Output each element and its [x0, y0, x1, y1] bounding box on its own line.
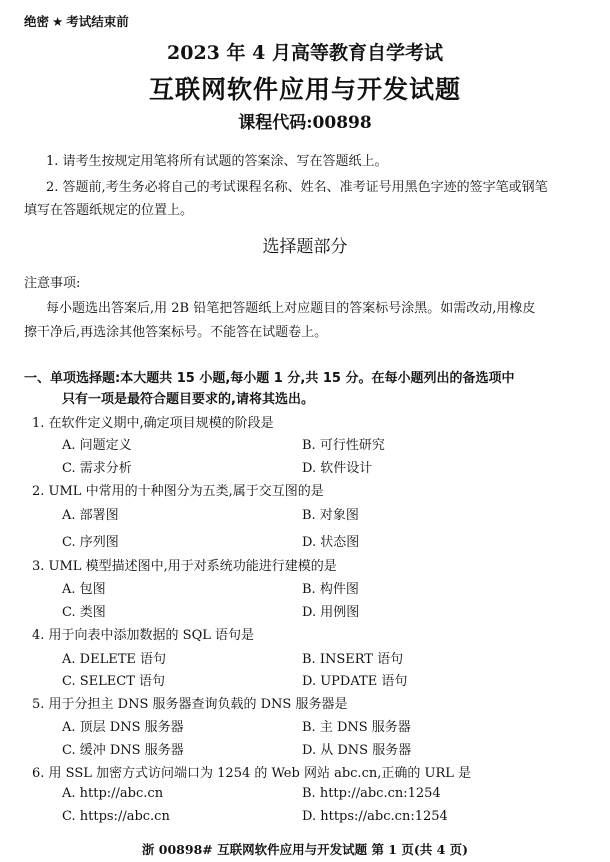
option-b: B. http://abc.cn:1254: [302, 786, 441, 801]
option-c: C. 缓冲 DNS 服务器: [62, 743, 184, 758]
option-c: C. 序列图: [62, 535, 119, 550]
option-d: D. 软件设计: [302, 461, 373, 476]
option-a: A. 部署图: [62, 508, 119, 523]
instruction-1: 1. 请考生按规定用笔将所有试题的答案涂、写在答题纸上。: [46, 154, 388, 169]
option-b: B. INSERT 语句: [302, 652, 404, 667]
secret-suffix: 考试结束前: [66, 14, 129, 29]
section-title: 选择题部分: [262, 237, 348, 257]
instruction-2: 2. 答题前,考生务必将自己的考试课程名称、姓名、准考证号用黑色字迹的签字笔或钢笔: [46, 180, 548, 195]
option-a: A. 问题定义: [62, 438, 132, 453]
course-code: 课程代码:00898: [238, 113, 372, 133]
option-c: C. 需求分析: [62, 461, 132, 476]
question-stem: 3. UML 模型描述图中,用于对系统功能进行建模的是: [32, 559, 337, 574]
part-heading-cont: 只有一项是最符合题目要求的,请将其选出。: [62, 392, 314, 407]
option-d: D. https://abc.cn:1254: [302, 809, 448, 824]
question-stem: 6. 用 SSL 加密方式访问端口为 1254 的 Web 网站 abc.cn,正确的 URL 是: [32, 766, 471, 781]
page-footer: 浙 00898# 互联网软件应用与开发试题 第 1 页(共 4 页): [141, 842, 469, 857]
question-stem: 1. 在软件定义期中,确定项目规模的阶段是: [32, 416, 274, 431]
option-c: C. https://abc.cn: [62, 809, 170, 824]
option-b: B. 可行性研究: [302, 438, 385, 453]
option-d: D. UPDATE 语句: [302, 674, 408, 689]
option-d: D. 从 DNS 服务器: [302, 743, 412, 758]
secret-label: 绝密: [24, 14, 50, 29]
confidentiality-mark: [24, 12, 129, 30]
option-a: A. DELETE 语句: [62, 652, 166, 667]
question-stem: 2. UML 中常用的十种图分为五类,属于交互图的是: [32, 484, 324, 499]
option-d: D. 状态图: [302, 535, 360, 550]
option-c: C. 类图: [62, 605, 106, 620]
star-icon: ★: [52, 14, 64, 29]
instruction-2-cont: 填写在答题纸规定的位置上。: [24, 203, 194, 218]
part-heading: 一、单项选择题:本大题共 15 小题,每小题 1 分,共 15 分。在每小题列出的备选项中: [24, 371, 515, 386]
attention-line-2: 擦干净后,再选涂其他答案标号。不能答在试题卷上。: [24, 325, 328, 340]
option-b: B. 主 DNS 服务器: [302, 720, 411, 735]
attention-label: 注意事项:: [24, 276, 81, 291]
option-a: A. 包图: [62, 582, 106, 597]
subject-title: 互联网软件应用与开发试题: [148, 75, 461, 104]
option-b: B. 构件图: [302, 582, 359, 597]
option-a: A. 顶层 DNS 服务器: [62, 720, 184, 735]
question-stem: 5. 用于分担主 DNS 服务器查询负载的 DNS 服务器是: [32, 697, 348, 712]
option-a: A. http://abc.cn: [62, 786, 164, 801]
question-stem: 4. 用于向表中添加数据的 SQL 语句是: [32, 628, 254, 643]
option-d: D. 用例图: [302, 605, 360, 620]
exam-name: 2023 年 4 月高等教育自学考试: [167, 42, 443, 64]
option-c: C. SELECT 语句: [62, 674, 166, 689]
option-b: B. 对象图: [302, 508, 359, 523]
attention-line-1: 每小题选出答案后,用 2B 铅笔把答题纸上对应题目的答案标号涂黑。如需改动,用橡皮: [46, 301, 536, 316]
